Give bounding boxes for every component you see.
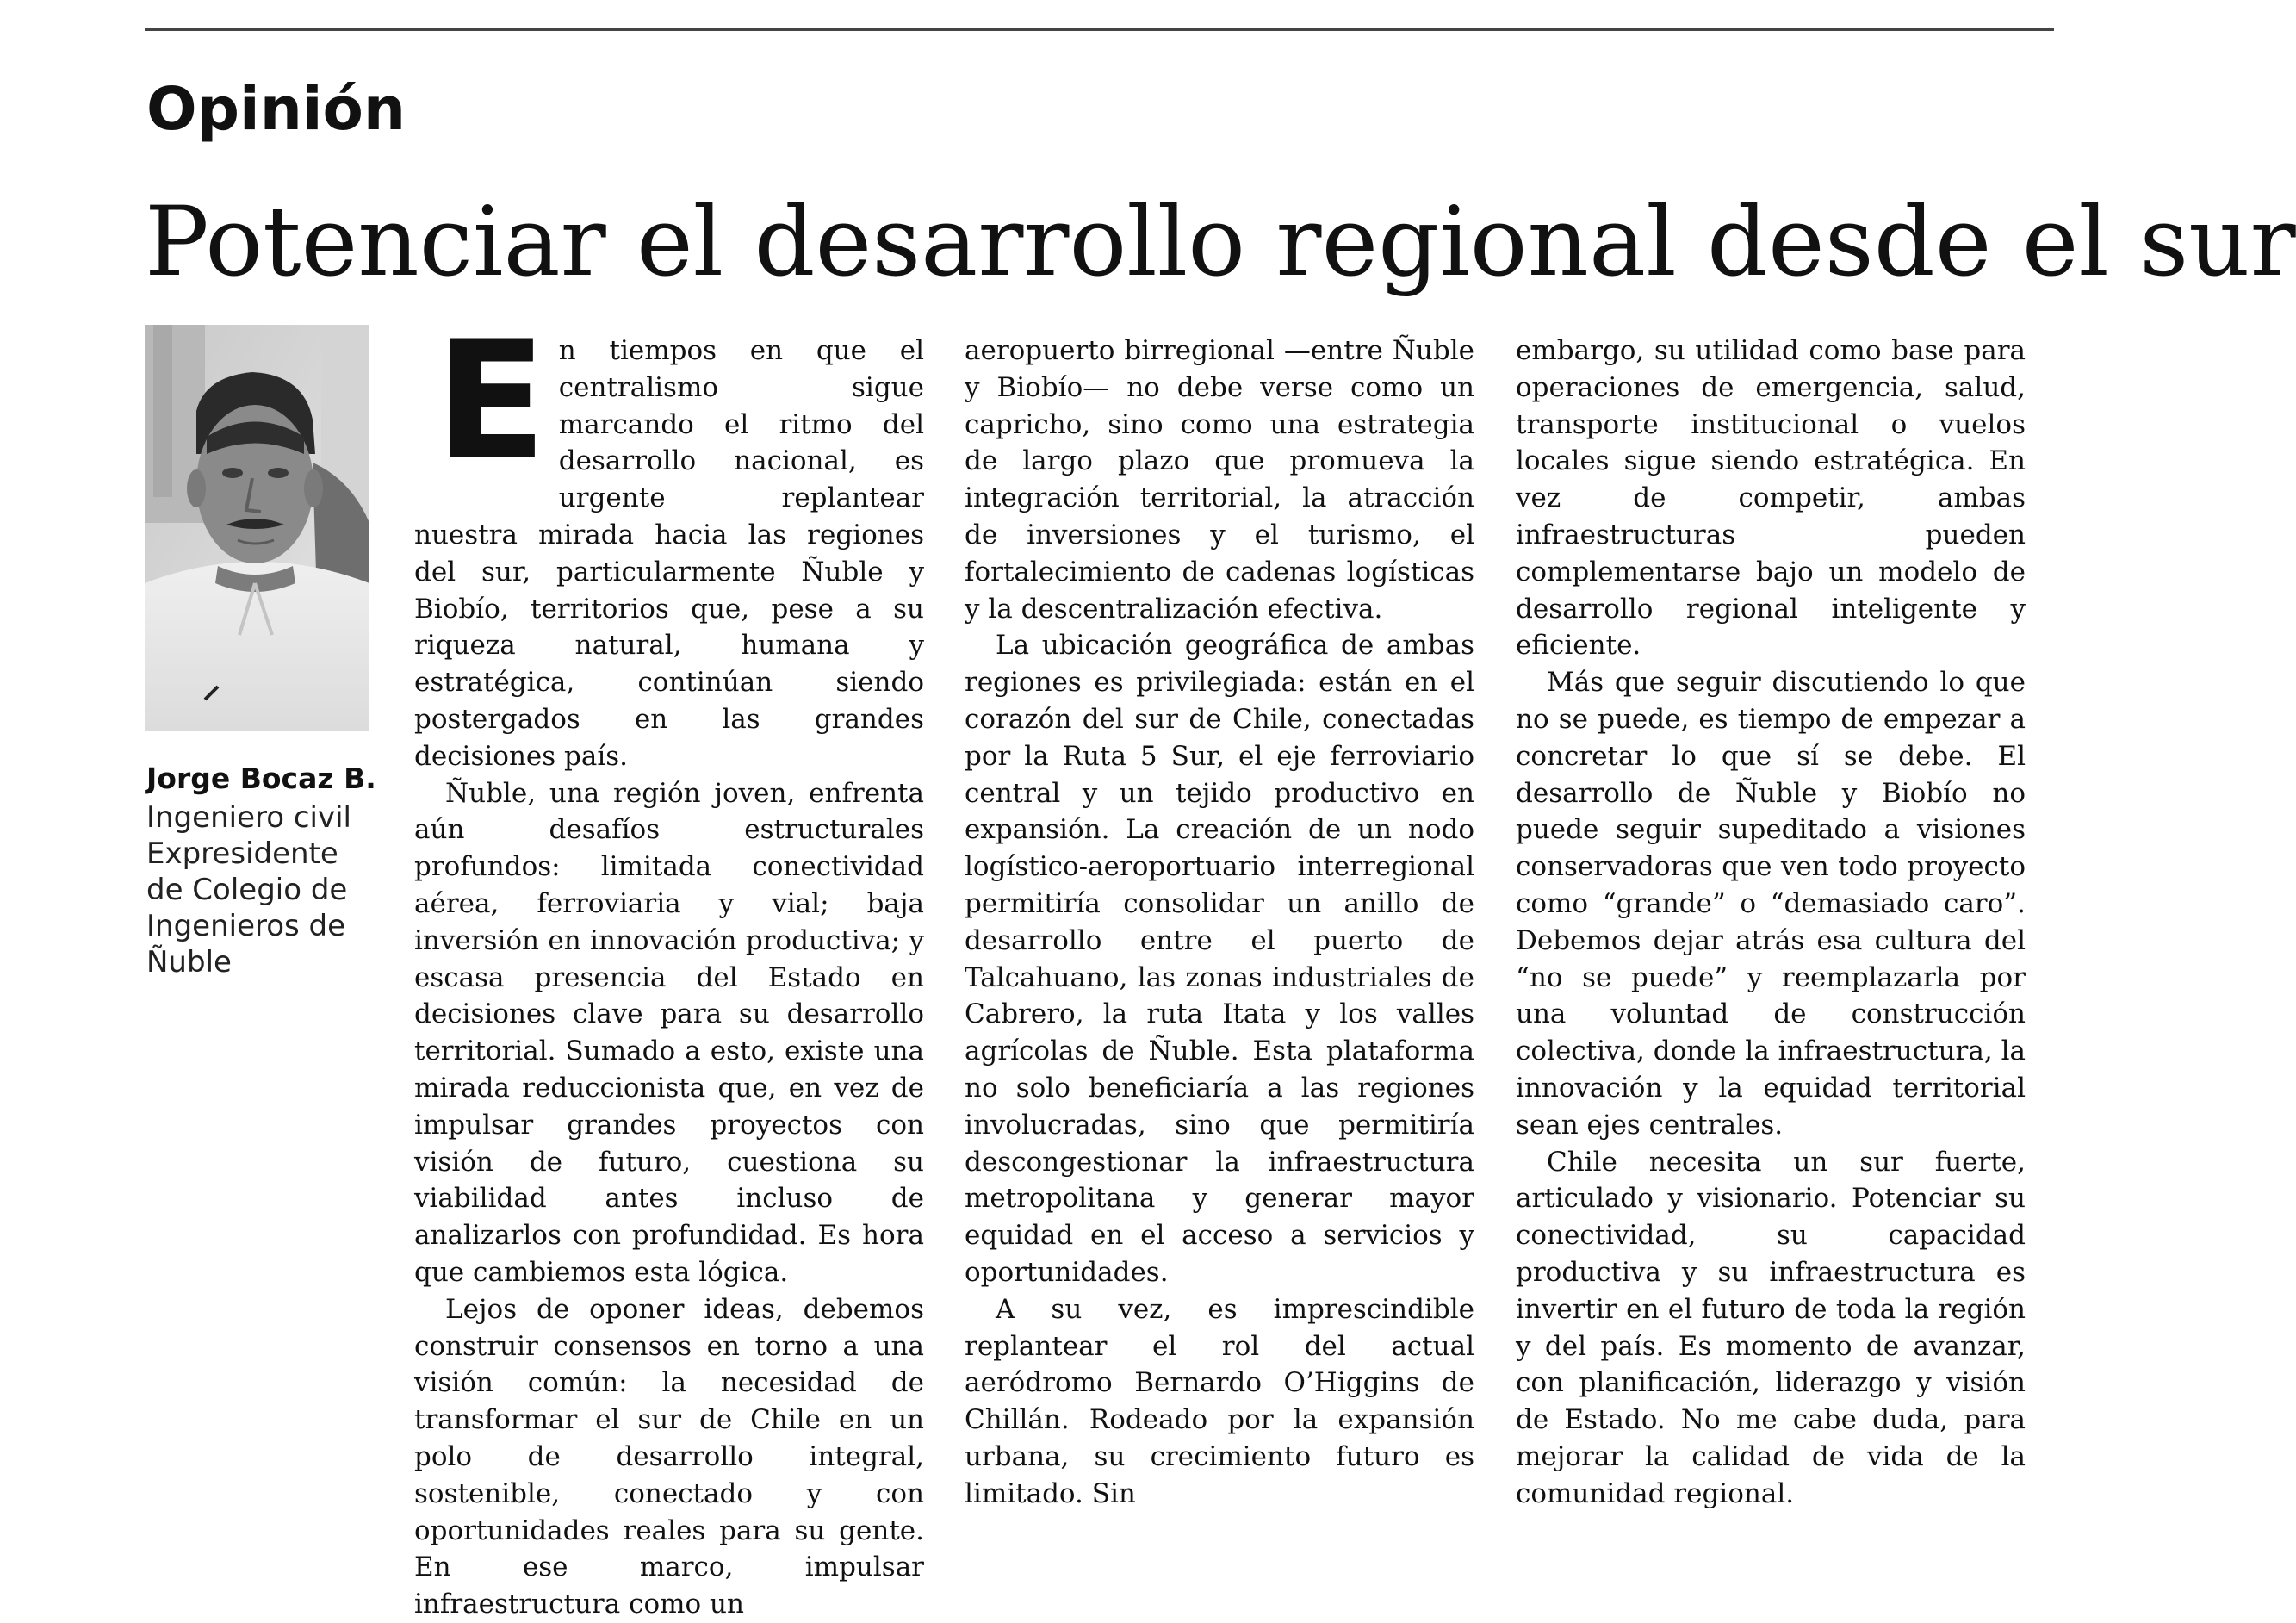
author-role-line-4: Ingenieros de (146, 909, 346, 943)
article-column-3 (1516, 333, 2026, 1513)
article-paragraph: La ubicación geográfica de ambas regiones es privilegiada: están en el corazón del sur de Chile, conectadas por la Ruta 5 Sur, el eje ferroviario central y un tejido productivo en expansión. La creación de un nodo logístico-aeroportuario interregional permitiría consolidar un anillo de desarrollo entre el puerto de Talcahuano, las zonas industriales de Cabrero, la ruta Itata y los valles agrícolas de Ñuble. Esta plataforma no solo beneficiaría a las regiones involucradas, sino que permitiría descongestionar la infraestructura metropolitana y generar mayor equidad en el acceso a servicios y oportunidades. (965, 630, 1474, 1288)
article-paragraph: aeropuerto birregional —entre Ñuble y Biobío— no debe verse como un capricho, sino como una estrategia de largo plazo que promueva la integración territorial, la atracción de inversiones y el turismo, el fortalecimiento de cadenas logísticas y la descentralización efectiva. (965, 335, 1474, 625)
article-paragraph: Lejos de oponer ideas, debemos construir consensos en torno a una visión común: la necesidad de transformar el sur de Chile en un polo de desarrollo integral, sostenible, conectado y con oportunidades reales para su gente. En ese marco, impulsar infraestructura como un (414, 1293, 924, 1620)
author-role-line-1: Ingeniero civil (146, 800, 351, 835)
drop-cap: E (435, 306, 547, 496)
article-paragraph: A su vez, es imprescindible replantear el rol del actual aeródromo Bernardo O’Higgins de Chillán. Rodeado por la expansión urbana, su crecimiento futuro es limitado. Sin (965, 1293, 1474, 1509)
article-column-1 (414, 306, 924, 1623)
author-photo (145, 325, 369, 731)
article-paragraph: n tiempos en que el centralismo sigue marcando el ritmo del desarrollo nacional, es urgente replantear nuestra mirada hacia las regiones del sur, particularmente Ñuble y Biobío, territorios que, pese a su riqueza natural, humana y estratégica, continúan siendo postergados en las grandes decisiones país. (414, 335, 924, 772)
author-role-line-3: de Colegio de (146, 873, 348, 907)
headline: Potenciar el desarrollo regional desde el sur (145, 187, 2296, 298)
article-paragraph: Ñuble, una región joven, enfrenta aún desafíos estructurales profundos: limitada conectividad aérea, ferroviaria y vial; baja inversión en innovación productiva; y escasa presencia del Estado en decisiones clave para su desarrollo territorial. Sumado a esto, existe una mirada reduccionista que, en vez de impulsar grandes proyectos con visión de futuro, cuestiona su viabilidad antes incluso de analizarlos con profundidad. Es hora que cambiemos esta lógica. (414, 777, 924, 1288)
article-paragraph: Más que seguir discutiendo lo que no se puede, es tiempo de empezar a concretar lo que sí se debe. El desarrollo de Ñuble y Biobío no puede seguir supeditado a visiones conservadoras que ven todo proyecto como “grande” o “demasiado caro”. Debemos dejar atrás esa cultura del “no se puede” y reemplazarla por una voluntad de construcción colectiva, donde la infraestructura, la innovación y la equidad territorial sean ejes centrales. (1516, 667, 2026, 1141)
author-name: Jorge Bocaz B. (146, 762, 376, 795)
article-paragraph: Chile necesita un sur fuerte, articulado y visionario. Potenciar su conectividad, su capacidad productiva y su infraestructura es invertir en el futuro de toda la región y del país. Es momento de avanzar, con planificación, liderazgo y visión de Estado. No me cabe duda, para mejorar la calidad de vida de la comunidad regional. (1516, 1146, 2026, 1509)
author-photo-image (145, 325, 369, 731)
author-role-line-2: Expresidente (146, 836, 338, 871)
author-role-line-5: Ñuble (146, 945, 232, 979)
article-column-2 (965, 333, 1474, 1513)
author-byline (146, 758, 379, 980)
section-label: Opinión (146, 75, 406, 144)
article-paragraph: embargo, su utilidad como base para operaciones de emergencia, salud, transporte institucional o vuelos locales sigue siendo estratégica. En vez de competir, ambas infraestructuras pueden complementarse bajo un modelo de desarrollo regional inteligente y eficiente. (1516, 335, 2026, 662)
top-rule (145, 28, 2054, 31)
